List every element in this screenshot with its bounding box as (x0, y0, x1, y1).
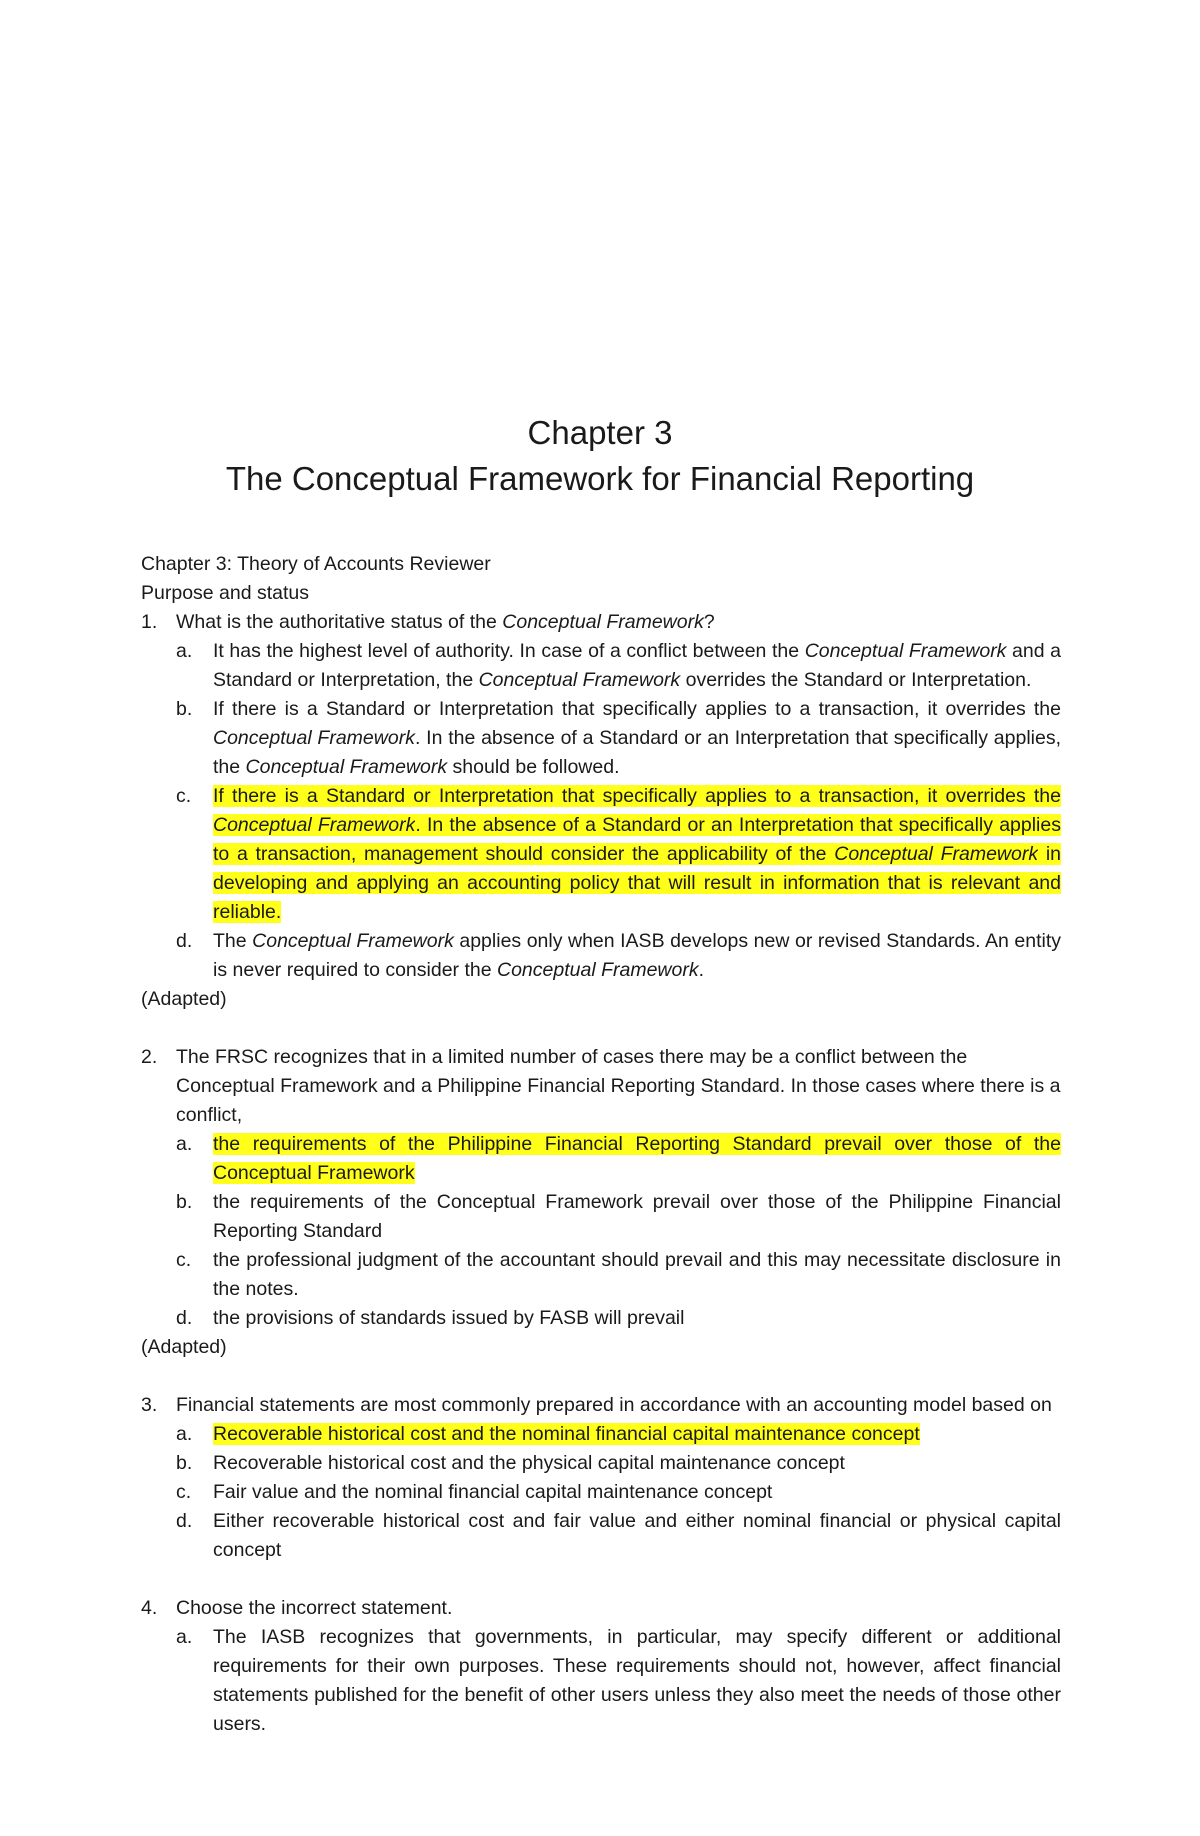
option-letter: b. (176, 1191, 193, 1213)
italic-term: Conceptual Framework (497, 959, 699, 981)
question-text (176, 1391, 1061, 1420)
option-text (213, 1130, 1061, 1188)
option-letter: c. (176, 785, 192, 807)
text-run: The (213, 930, 253, 952)
text-run: If there is a Standard or Interpretation that specifically applies to a transaction, it overrides the (213, 698, 1061, 720)
option-text (213, 1420, 1061, 1449)
option-c (141, 1478, 1061, 1507)
option-b (141, 1188, 1061, 1246)
option-a (141, 1420, 1061, 1449)
italic-term: Conceptual Framework (478, 669, 681, 691)
chapter-heading (0, 410, 1200, 502)
text-run: It has the highest level of authority. In case of a conflict between the (213, 640, 805, 662)
text-run: overrides the Standard or Interpretation. (680, 669, 1032, 691)
option-text (213, 782, 1061, 927)
text-run: in developing and applying an accounting policy that will result in information that is relevant and reliable. (213, 843, 1061, 923)
option-list (141, 1623, 1061, 1739)
option-letter: a. (176, 1423, 193, 1445)
text-run: What is the authoritative status of the (176, 611, 503, 633)
text-run: the professional judgment of the accountant should prevail and this may necessitate disclosure in the notes. (213, 1249, 1061, 1300)
option-b (141, 1449, 1061, 1478)
option-letter: c. (176, 1249, 192, 1271)
question-number: 2. (141, 1046, 158, 1068)
option-a (141, 1130, 1061, 1188)
text-run: . (698, 959, 705, 981)
text-run: The FRSC recognizes that in a limited number of cases there may be a conflict between the Conceptual Framework and a Philippine Financial Reporting Standard. In those cases where there is a conflict, (176, 1046, 1061, 1126)
text-run: Recoverable historical cost and the physical capital maintenance concept (213, 1452, 845, 1474)
question-stem (141, 1043, 1061, 1130)
italic-term: Conceptual Framework (245, 756, 448, 778)
spacer (141, 1014, 1061, 1043)
text-run: the requirements of the Conceptual Framework prevail over those of the Philippine Financial Reporting Standard (213, 1191, 1061, 1242)
spacer (141, 1565, 1061, 1594)
italic-term: Conceptual Framework (252, 930, 454, 952)
question-number: 4. (141, 1597, 158, 1619)
option-text (213, 1188, 1061, 1246)
option-text (213, 1507, 1061, 1565)
text-run: Recoverable historical cost and the nominal financial capital maintenance concept (213, 1423, 920, 1445)
reviewer-subtitle: Chapter 3: Theory of Accounts Reviewer (141, 553, 491, 575)
option-text (213, 1304, 1061, 1333)
option-c (141, 1246, 1061, 1304)
option-list (141, 637, 1061, 985)
option-d (141, 1507, 1061, 1565)
text-run: Financial statements are most commonly prepared in accordance with an accounting model based on (176, 1394, 1052, 1416)
option-text (213, 637, 1061, 695)
text-run: should be followed. (447, 756, 620, 778)
text-run: and a Standard or Interpretation, the (213, 640, 1061, 691)
option-letter: d. (176, 1307, 193, 1329)
option-letter: d. (176, 1510, 193, 1532)
question-text (176, 1043, 1061, 1130)
reviewer-content (141, 550, 1061, 1739)
option-list (141, 1130, 1061, 1333)
option-text (213, 1478, 1061, 1507)
spacer (141, 1362, 1061, 1391)
italic-term: Conceptual Framework (834, 843, 1039, 865)
text-run: ? (703, 611, 715, 633)
option-c (141, 782, 1061, 927)
question-stem (141, 1594, 1061, 1623)
chapter-number: Chapter 3 (527, 414, 673, 451)
option-letter: d. (176, 930, 193, 952)
question-text (176, 1594, 1061, 1623)
italic-term: Conceptual Framework (213, 727, 415, 749)
option-text (213, 695, 1061, 782)
text-run: the provisions of standards issued by FASB will prevail (213, 1307, 685, 1329)
option-letter: b. (176, 698, 193, 720)
text-run: The IASB recognizes that governments, in particular, may specify different or additional requirements for their own purposes. These requirements should not, however, affect financial statements published for the benefit of other users unless they also meet the needs of those other users. (213, 1626, 1061, 1735)
question-3 (141, 1391, 1061, 1565)
text-run: the requirements of the Philippine Financial Reporting Standard prevail over those of the Conceptual Framework (213, 1133, 1061, 1184)
chapter-title: The Conceptual Framework for Financial Reporting (225, 460, 975, 497)
source-note: (Adapted) (141, 1336, 227, 1358)
text-run: . In the absence of a Standard or an Interpretation that specifically applies to a transaction, management should consider the applicability of the (213, 814, 1061, 865)
question-1 (141, 608, 1061, 1014)
text-run: Either recoverable historical cost and fair value and either nominal financial or physical capital concept (213, 1510, 1061, 1561)
section-heading: Purpose and status (141, 582, 310, 604)
question-list (141, 608, 1061, 1739)
question-number: 3. (141, 1394, 158, 1416)
text-run: Choose the incorrect statement. (176, 1597, 453, 1619)
option-letter: a. (176, 1626, 193, 1648)
question-stem (141, 608, 1061, 637)
question-2 (141, 1043, 1061, 1362)
option-letter: a. (176, 640, 193, 662)
option-text (213, 1246, 1061, 1304)
option-a (141, 637, 1061, 695)
option-letter: c. (176, 1481, 192, 1503)
option-text (213, 1623, 1061, 1739)
question-number: 1. (141, 611, 158, 633)
text-run: . In the absence of a Standard or an Interpretation that specifically applies, the (213, 727, 1061, 778)
question-text (176, 608, 1061, 637)
text-run: If there is a Standard or Interpretation that specifically applies to a transaction, it overrides the (213, 785, 1061, 807)
italic-term: Conceptual Framework (213, 814, 416, 836)
italic-term: Conceptual Framework (804, 640, 1007, 662)
option-letter: b. (176, 1452, 193, 1474)
option-d (141, 927, 1061, 985)
option-text (213, 1449, 1061, 1478)
option-letter: a. (176, 1133, 193, 1155)
text-run: Fair value and the nominal financial capital maintenance concept (213, 1481, 773, 1503)
italic-term: Conceptual Framework (502, 611, 704, 633)
option-d (141, 1304, 1061, 1333)
text-run: applies only when IASB develops new or revised Standards. An entity is never required to consider the (213, 930, 1061, 981)
option-b (141, 695, 1061, 782)
option-list (141, 1420, 1061, 1565)
source-note: (Adapted) (141, 988, 227, 1010)
question-4 (141, 1594, 1061, 1739)
option-a (141, 1623, 1061, 1739)
option-text (213, 927, 1061, 985)
question-stem (141, 1391, 1061, 1420)
